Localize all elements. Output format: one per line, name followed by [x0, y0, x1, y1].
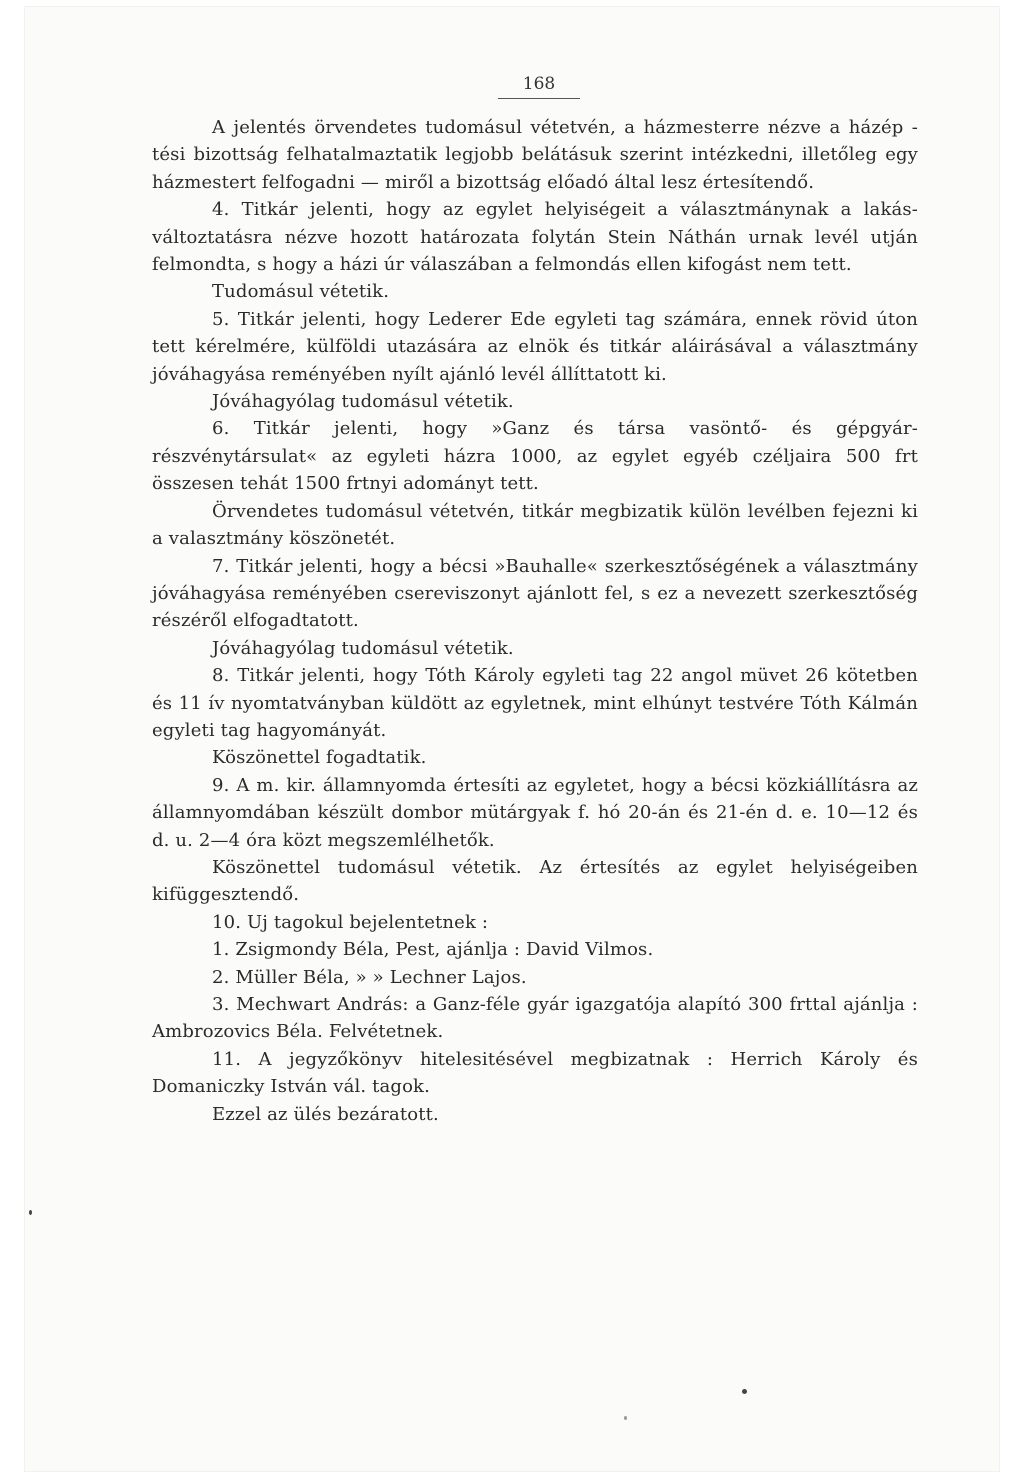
- paragraph: 9. A m. kir. államnyomda értesíti az egyletet, hogy a bécsi közkiállításra az államnyomdában készült dombor mütárgyak f. hó 20-án és 21-én d. e. 10—12 és d. u. 2—4 óra közt megszemlélhetők.: [152, 774, 918, 851]
- paragraph: Örvendetes tudomásul vétetvén, titkár megbizatik külön levélben fejezni ki a valasztmány köszönetét.: [152, 500, 918, 550]
- paragraph: 4. Titkár jelenti, hogy az egylet helyiségeit a választmánynak a lakás-változtatásra nézve hozott határozata folytán Stein Náthán urnak levél utján felmondta, s hogy a házi úr válaszában a felmondás ellen kifogást nem tett.: [152, 199, 918, 276]
- page-number: 168: [522, 74, 556, 94]
- paragraph: Köszönettel fogadtatik.: [212, 747, 427, 769]
- paragraph: Ezzel az ülés bezáratott.: [212, 1103, 439, 1125]
- paragraph: Köszönettel tudomásul vétetik. Az értesítés az egylet helyiségeiben kifüggesztendő.: [152, 856, 918, 906]
- list-item: 3. Mechwart András: a Ganz-féle gyár igazgatója alapító 300 frttal ajánlja : Ambrozovics Béla. Felvétetnek.: [152, 994, 918, 1043]
- ink-speck: [29, 1210, 32, 1215]
- page-number-rule: [498, 98, 580, 99]
- paragraph: Tudomásul vétetik.: [212, 281, 390, 303]
- paragraph: 7. Titkár jelenti, hogy a bécsi »Bauhalle« szerkesztőségének a választmány jóváhagyása reményében csereviszonyt ajánlott fel, s ez a nevezett szerkesztőség részéről elfogadtatott.: [152, 555, 918, 632]
- paragraph: 11. A jegyzőkönyv hitelesitésével megbizatnak : Herrich Károly és Domaniczky István vál. tagok.: [152, 1048, 918, 1098]
- paragraph: A jelentés örvendetes tudomásul vétetvén, a házmesterre nézve a házép - tési bizottság felhatalmaztatik legjobb belátásuk szerint intézkedni, illetőleg egy házmestert felfogadni — miről a bizottság előadó által lesz értesítendő.: [152, 117, 918, 193]
- ink-speck: [624, 1416, 627, 1420]
- paragraph: Jóváhagyólag tudomásul vétetik.: [212, 391, 514, 413]
- paragraph: 10. Uj tagokul bejelentetnek :: [212, 911, 489, 933]
- paragraph: 6. Titkár jelenti, hogy »Ganz és társa vasöntő- és gépgyár-részvénytársulat« az egyleti házra 1000, az egylet egyéb czéljaira 500 frt összesen tehát 1500 frtnyi adományt tett.: [152, 418, 918, 495]
- ink-speck: [742, 1389, 747, 1394]
- paragraph: 8. Titkár jelenti, hogy Tóth Károly egyleti tag 22 angol müvet 26 kötetben és 11 ív nyomtatványban küldött az egyletnek, mint elhúnyt testvére Tóth Kálmán egyleti tag hagyományát.: [152, 665, 918, 741]
- paragraph: Jóváhagyólag tudomásul vétetik.: [212, 637, 514, 659]
- list-item: 1. Zsigmondy Béla, Pest, ajánlja : David Vilmos.: [212, 939, 654, 961]
- body-text: [152, 114, 918, 1128]
- paragraph: 5. Titkár jelenti, hogy Lederer Ede egyleti tag számára, ennek rövid úton tett kérelmére, külföldi utazására az elnök és titkár aláirásával a választmány jóváhagyása reményében nyílt ajánló levél állíttatott ki.: [152, 308, 918, 385]
- list-item: 2. Müller Béla, » » Lechner Lajos.: [212, 966, 527, 988]
